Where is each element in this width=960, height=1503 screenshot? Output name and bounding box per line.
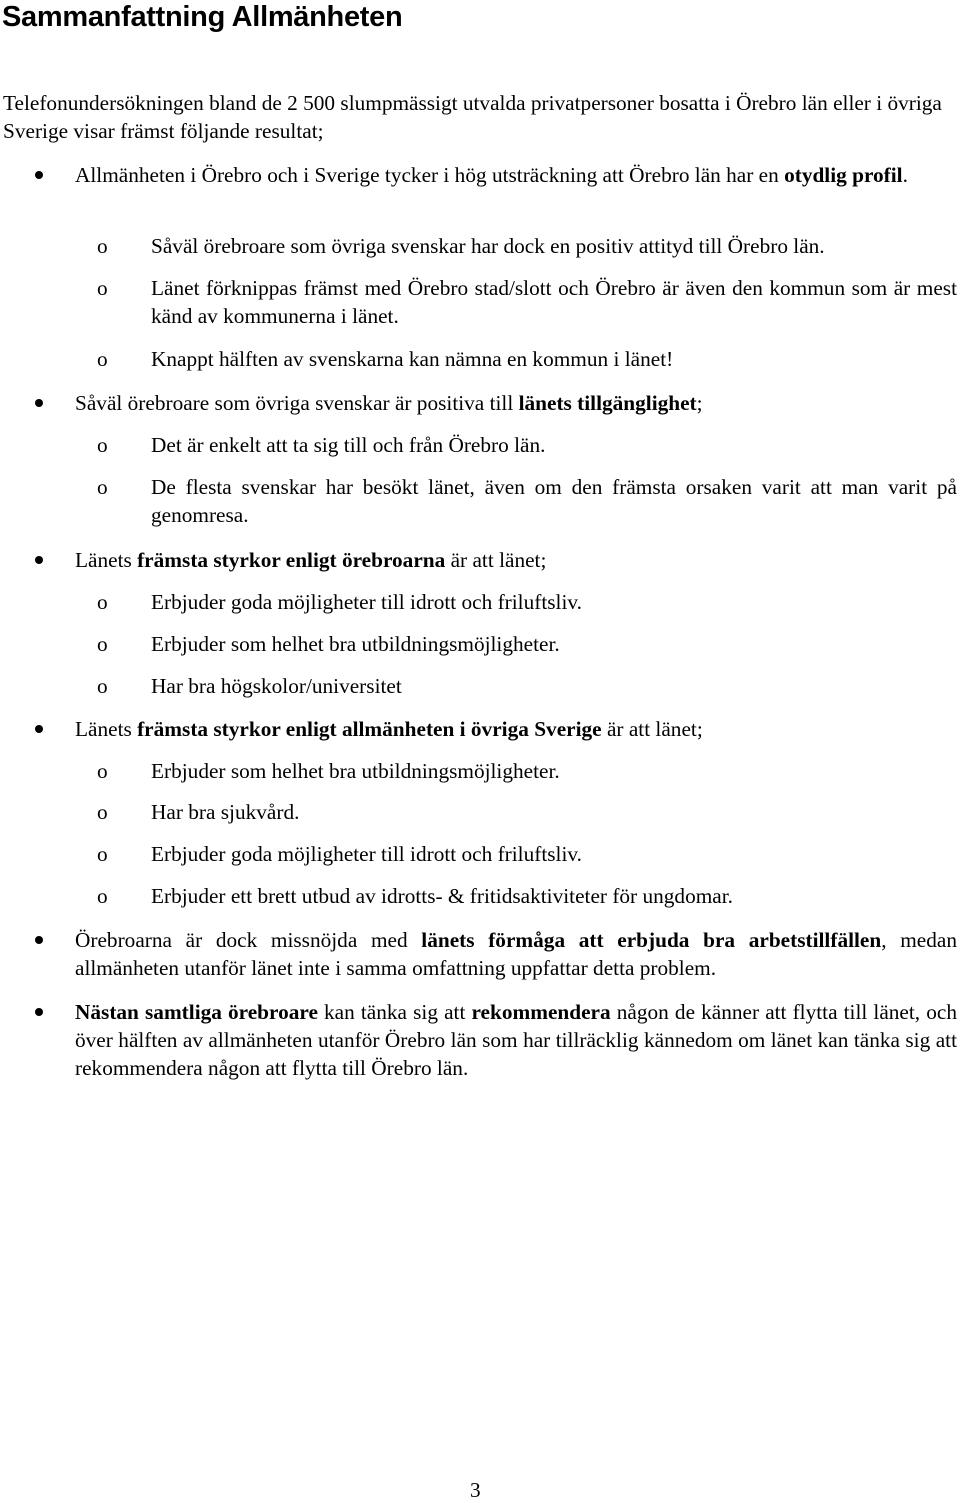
page-title: Sammanfattning Allmänheten bbox=[2, 1, 403, 33]
bullet-text-bold: främsta styrkor enligt allmänheten i övriga Sverige bbox=[137, 717, 602, 741]
bullet-text: Länets bbox=[75, 717, 138, 741]
sub-item bbox=[97, 345, 957, 373]
sub-marker: o bbox=[97, 759, 108, 783]
sub-marker: o bbox=[97, 800, 108, 824]
sub-item bbox=[97, 588, 957, 616]
sub-marker: o bbox=[97, 842, 108, 866]
bullet-text: kan tänka sig att bbox=[317, 1000, 472, 1024]
bullet-item-strengths-locals bbox=[75, 546, 957, 574]
sub-item-text: Länet förknippas främst med Örebro stad/slott och Örebro är även den kommun som är mest känd av kommunerna i länet. bbox=[151, 276, 957, 328]
sub-item bbox=[97, 672, 957, 700]
bullet-text: ; bbox=[696, 391, 703, 415]
sub-item bbox=[97, 882, 957, 910]
bullet-text: Såväl örebroare som övriga svenskar är positiva till bbox=[75, 391, 519, 415]
sub-item bbox=[97, 274, 957, 330]
sub-item bbox=[97, 798, 957, 826]
bullet-item-strengths-sweden bbox=[75, 715, 957, 743]
sub-marker: o bbox=[97, 632, 108, 656]
bullet-text: Länets bbox=[75, 548, 138, 572]
sub-item-text: Erbjuder goda möjligheter till idrott och friluftsliv. bbox=[151, 842, 582, 866]
bullet-text: . bbox=[902, 163, 908, 187]
sub-item bbox=[97, 431, 957, 459]
bullet-text: är att länet; bbox=[601, 717, 703, 741]
bullet-text: någon de känner att flytta till länet, och över hälften av allmänheten utanför Örebro län som har tillräcklig kännedom om länet kan tänka sig att rekommendera någon att flytta till Örebro län. bbox=[75, 1000, 957, 1080]
sub-marker: o bbox=[97, 590, 108, 614]
bullet-text: är att länet; bbox=[445, 548, 547, 572]
bullet-text-bold: Nästan samtliga örebroare bbox=[75, 1000, 318, 1024]
bullet-text-bold: länets tillgänglighet bbox=[518, 391, 697, 415]
sub-item-text: Erbjuder som helhet bra utbildningsmöjligheter. bbox=[151, 759, 560, 783]
sub-item bbox=[97, 232, 957, 260]
sub-item-text: De flesta svenskar har besökt länet, även om den främsta orsaken varit att man varit på genomresa. bbox=[151, 475, 957, 527]
bullet-text-bold: främsta styrkor enligt örebroarna bbox=[137, 548, 446, 572]
bullet-text: , medan allmänheten utanför länet inte i samma omfattning uppfattar detta problem. bbox=[75, 928, 957, 980]
sub-item-text: Erbjuder som helhet bra utbildningsmöjligheter. bbox=[151, 632, 560, 656]
sub-item bbox=[97, 757, 957, 785]
sub-marker: o bbox=[97, 276, 108, 300]
sub-marker: o bbox=[97, 475, 108, 499]
bullet-text-bold: otydlig profil bbox=[784, 163, 903, 187]
bullet-text-bold: länets förmåga att erbjuda bra arbetstillfällen bbox=[421, 928, 882, 952]
sub-item bbox=[97, 840, 957, 868]
sub-item-text: Det är enkelt att ta sig till och från Örebro län. bbox=[151, 433, 546, 457]
sub-marker: o bbox=[97, 347, 108, 371]
sub-item bbox=[97, 630, 957, 658]
sub-item-text: Knappt hälften av svenskarna kan nämna en kommun i länet! bbox=[151, 347, 674, 371]
bullet-item-jobs bbox=[75, 926, 957, 982]
bullet-text: Örebroarna är dock missnöjda med bbox=[75, 928, 422, 952]
page-number: 3 bbox=[470, 1478, 481, 1502]
bullet-item-accessibility bbox=[75, 389, 957, 417]
sub-marker: o bbox=[97, 433, 108, 457]
sub-marker: o bbox=[97, 884, 108, 908]
sub-item-text: Erbjuder ett brett utbud av idrotts- & fritidsaktiviteter för ungdomar. bbox=[151, 884, 733, 908]
sub-item-text: Såväl örebroare som övriga svenskar har dock en positiv attityd till Örebro län. bbox=[151, 234, 825, 258]
bullet-item-profile bbox=[75, 161, 957, 189]
bullet-text-bold: rekommendera bbox=[471, 1000, 611, 1024]
intro-paragraph: Telefonundersökningen bland de 2 500 slumpmässigt utvalda privatpersoner bosatta i Örebro län eller i övriga Sverige visar främst följande resultat; bbox=[3, 91, 942, 143]
bullet-text: Allmänheten i Örebro och i Sverige tycker i hög utsträckning att Örebro län har en bbox=[75, 163, 785, 187]
sub-marker: o bbox=[97, 234, 108, 258]
bullet-item-recommend bbox=[75, 998, 957, 1082]
sub-item bbox=[97, 473, 957, 529]
sub-item-text: Har bra högskolor/universitet bbox=[151, 674, 402, 698]
sub-item-text: Har bra sjukvård. bbox=[151, 800, 300, 824]
sub-marker: o bbox=[97, 674, 108, 698]
sub-item-text: Erbjuder goda möjligheter till idrott och friluftsliv. bbox=[151, 590, 582, 614]
